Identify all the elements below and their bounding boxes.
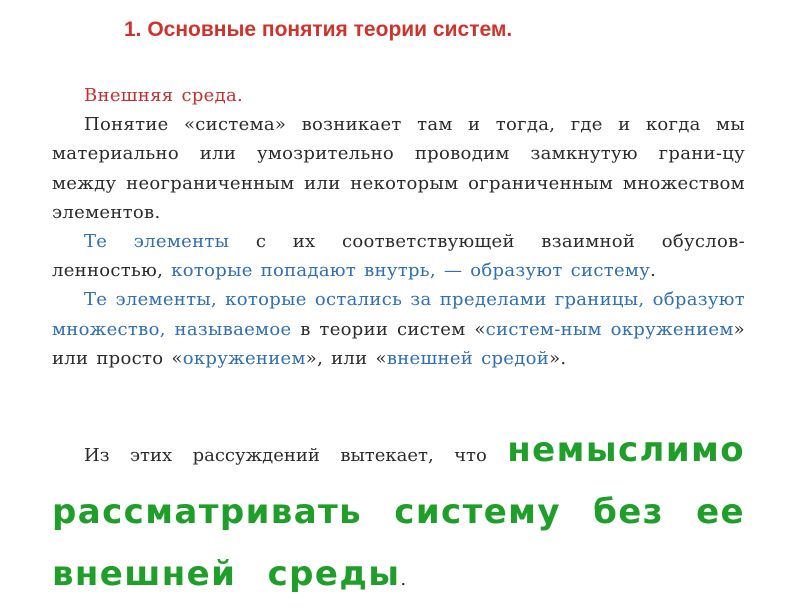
paragraph-2-text: с их соответствующей взаимной обуслов-ленностью,: [52, 231, 745, 282]
section-heading: Внешняя среда.: [84, 85, 244, 106]
body-text: [52, 81, 745, 373]
paragraph-2-end: .: [650, 260, 657, 282]
conclusion-emphasis: немыслимо рассматривать систему без ее внешней среды: [52, 430, 745, 594]
section-heading-paragraph: [52, 81, 745, 110]
paragraph-3: [52, 285, 745, 373]
paragraph-3-highlight-system-environment: систем-ным окружением: [485, 318, 734, 340]
paragraph-3-highlight-environment: окружением: [182, 347, 306, 369]
paragraph-2-highlight-elements: Те элементы: [84, 231, 230, 253]
paragraph-3-highlight-external-environment: внешней средой: [386, 347, 550, 369]
paragraph-1: Понятие «система» возникает там и тогда, где и когда мы материально или умозрительно проводим замкнутую грани-цу между неограниченным или некоторым ограниченным множеством элементов.: [52, 114, 745, 223]
conclusion: [52, 422, 745, 608]
paragraph-3-text-a: в теории систем «: [291, 318, 486, 340]
paragraph-3-highlight-set: Те элементы, которые остались за пределами границы, образуют множество, называемое: [52, 289, 745, 340]
paragraph-2-highlight-system: которые попадают внутрь, — образуют систему: [171, 260, 651, 282]
conclusion-lead: Из этих рассуждений вытекает, что: [84, 445, 508, 466]
paragraph-3-text-c: », или «: [305, 347, 387, 369]
slide-title: 1. Основные понятия теории систем.: [124, 18, 513, 41]
paragraph-2: [52, 227, 745, 285]
conclusion-paragraph: [52, 422, 745, 608]
conclusion-end: .: [400, 569, 407, 590]
paragraph-3-text-b: » или просто «: [52, 318, 745, 369]
paragraph-3-end: ».: [549, 347, 567, 369]
